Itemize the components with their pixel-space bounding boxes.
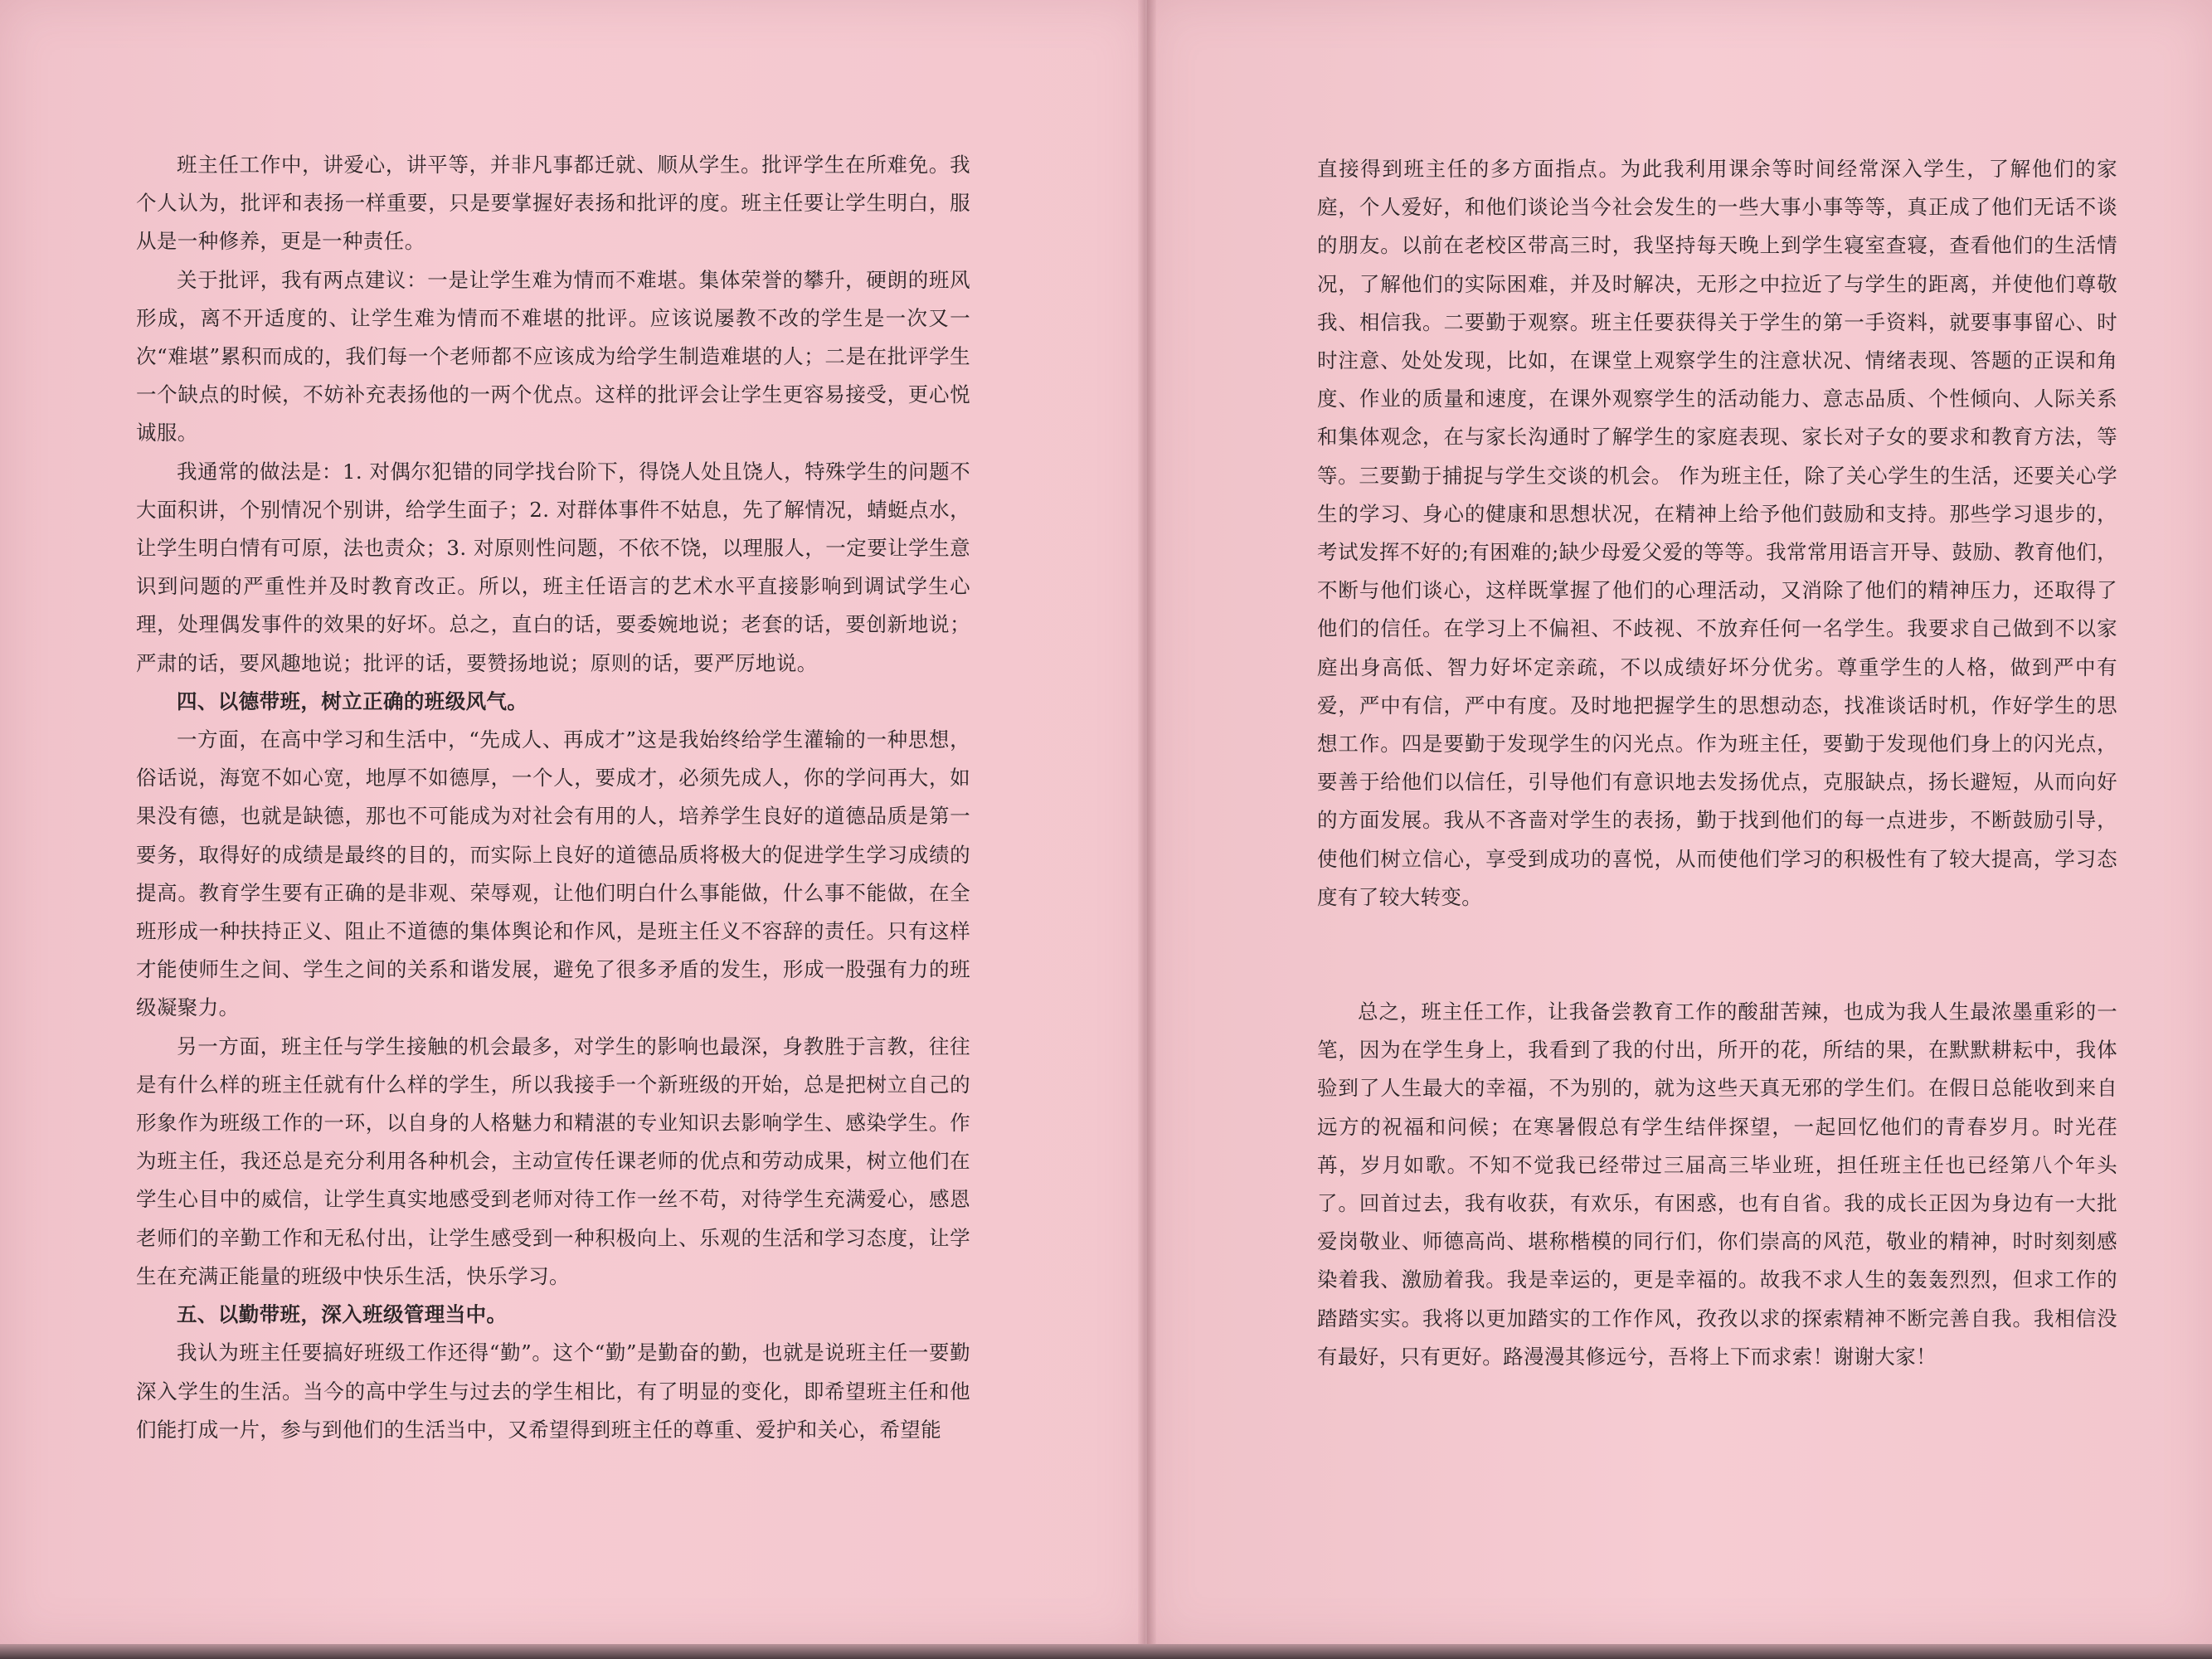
paragraph: 另一方面，班主任与学生接触的机会最多，对学生的影响也最深，身教胜于言教，往往是有什么样的班主任就有什么样的学生，所以我接手一个新班级的开始，总是把树立自己的形象作为班级工作的一环，以自身的人格魅力和精湛的专业知识去影响学生、感染学生。作为班主任，我还总是充分利用各种机会，主动宣传任课老师的优点和劳动成果，树立他们在学生心目中的威信，让学生真实地感受到老师对待工作一丝不苟，对待学生充满爱心，感恩老师们的辛勤工作和无私付出，让学生感受到一种积极向上、乐观的生活和学习态度，让学生在充满正能量的班级中快乐生活，快乐学习。 — [136, 1034, 970, 1288]
paragraph: 直接得到班主任的多方面指点。为此我利用课余等时间经常深入学生，了解他们的家庭，个人爱好，和他们谈论当今社会发生的一些大事小事等等，真正成了他们无话不谈的朋友。以前在老校区带高三时，我坚持每天晚上到学生寝室查寝，查看他们的生活情况，了解他们的实际困难，并及时解决，无形之中拉近了与学生的距离，并使他们尊敬我、相信我。二要勤于观察。班主任要获得关于学生的第一手资料，就要事事留心、时时注意、处处发现，比如，在课堂上观察学生的注意状况、情绪表现、答题的正误和角度、作业的质量和速度，在课外观察学生的活动能力、意志品质、个性倾向、人际关系和集体观念，在与家长沟通时了解学生的家庭表现、家长对子女的要求和教育方法，等等。三要勤于捕捉与学生交谈的机会。 作为班主任，除了关心学生的生活，还要关心学生的学习、身心的健康和思想状况，在精神上给予他们鼓励和支持。那些学习退步的，考试发挥不好的;有困难的;缺少母爱父爱的等等。我常常用语言开导、鼓励、教育他们，不断与他们谈心，这样既掌握了他们的心理活动，又消除了他们的精神压力，还取得了他们的信任。在学习上不偏袒、不歧视、不放弃任何一名学生。我要求自己做到不以家庭出身高低、智力好坏定亲疏，不以成绩好坏分优劣。尊重学生的人格，做到严中有爱，严中有信，严中有度。及时地把握学生的思想动态，找准谈话时机，作好学生的思想工作。四是要勤于发现学生的闪光点。作为班主任，要勤于发现他们身上的闪光点，要善于给他们以信任，引导他们有意识地去发扬优点，克服缺点，扬长避短，从而向好的方面发展。我从不吝啬对学生的表扬，勤于找到他们的每一点进步，不断鼓励引导，使他们树立信心，享受到成功的喜悦，从而使他们学习的积极性有了较大提高，学习态度有了较大转变。 — [1317, 157, 2117, 909]
section-heading: 五、以勤带班，深入班级管理当中。 — [177, 1302, 508, 1327]
paragraph: 我认为班主任要搞好班级工作还得“勤”。这个“勤”是勤奋的勤，也就是说班主任一要勤深入学生的生活。当今的高中学生与过去的学生相比，有了明显的变化，即希望班主任和他们能打成一片，参与到他们的生活当中，又希望得到班主任的尊重、爱护和关心，希望能 — [136, 1340, 970, 1442]
right-page-body — [1317, 150, 2117, 1376]
right-page — [1147, 0, 2212, 1647]
section-heading: 四、以德带班，树立正确的班级风气。 — [177, 688, 528, 713]
paragraph: 班主任工作中，讲爱心，讲平等，并非凡事都迁就、顺从学生。批评学生在所难免。我个人认为，批评和表扬一样重要，只是要掌握好表扬和批评的度。班主任要让学生明白，服从是一种修养，更是一种责任。 — [136, 153, 970, 254]
paragraph: 关于批评，我有两点建议：一是让学生难为情而不难堪。集体荣誉的攀升，硬朗的班风形成，离不开适度的、让学生难为情而不难堪的批评。应该说屡教不改的学生是一次又一次“难堪”累积而成的，我们每一个老师都不应该成为给学生制造难堪的人；二是在批评学生一个缺点的时候，不妨补充表扬他的一两个优点。这样的批评会让学生更容易接受，更心悦诚服。 — [136, 267, 970, 445]
paragraph: 一方面，在高中学习和生活中，“先成人、再成才”这是我始终给学生灌输的一种思想，俗话说，海宽不如心宽，地厚不如德厚，一个人，要成才，必须先成人，你的学问再大，如果没有德，也就是缺德，那也不可能成为对社会有用的人，培养学生良好的道德品质是第一要务，取得好的成绩是最终的目的，而实际上良好的道德品质将极大的促进学生学习成绩的提高。教育学生要有正确的是非观、荣辱观，让他们明白什么事能做，什么事不能做，在全班形成一种扶持正义、阻止不道德的集体舆论和作风，是班主任义不容辞的责任。只有这样才能使师生之间、学生之间的关系和谐发展，避免了很多矛盾的发生，形成一股强有力的班级凝聚力。 — [136, 727, 970, 1020]
paragraph: 我通常的做法是：1. 对偶尔犯错的同学找台阶下，得饶人处且饶人，特殊学生的问题不大面积讲，个别情况个别讲，给学生面子；2. 对群体事件不姑息，先了解情况，蜻蜓点水，让学生明白情有可原，法也责众；3. 对原则性问题，不依不饶，以理服人，一定要让学生意识到问题的严重性并及时教育改正。所以，班主任语言的艺术水平直接影响到调试学生心理，处理偶发事件的效果的好坏。总之，直白的话，要委婉地说；老套的话，要创新地说；严肃的话，要风趣地说；批评的话，要赞扬地说；原则的话，要严厉地说。 — [136, 459, 970, 675]
closing-paragraph: 总之，班主任工作，让我备尝教育工作的酸甜苦辣，也成为我人生最浓墨重彩的一笔，因为在学生身上，我看到了我的付出，所开的花，所结的果，在默默耕耘中，我体验到了人生最大的幸福，不为别的，就为这些天真无邪的学生们。在假日总能收到来自远方的祝福和问候；在寒暑假总有学生结伴探望，一起回忆他们的青春岁月。时光荏苒，岁月如歌。不知不觉我已经带过三届高三毕业班，担任班主任也已经第八个年头了。回首过去，我有收获，有欢乐，有困惑，也有自省。我的成长正因为身边有一大批爱岗敬业、师德高尚、堪称楷模的同行们，你们崇高的风范，敬业的精神，时时刻刻感染着我、激励着我。我是幸运的，更是幸福的。故我不求人生的轰轰烈烈，但求工作的踏踏实实。我将以更加踏实的工作作风，孜孜以求的探索精神不断完善自我。我相信没有最好，只有更好。路漫漫其修远兮，吾将上下而求索！谢谢大家！ — [1317, 1000, 2117, 1369]
left-page-body — [136, 146, 970, 1449]
table-edge — [0, 1644, 2212, 1659]
page-gutter — [1138, 0, 1156, 1651]
